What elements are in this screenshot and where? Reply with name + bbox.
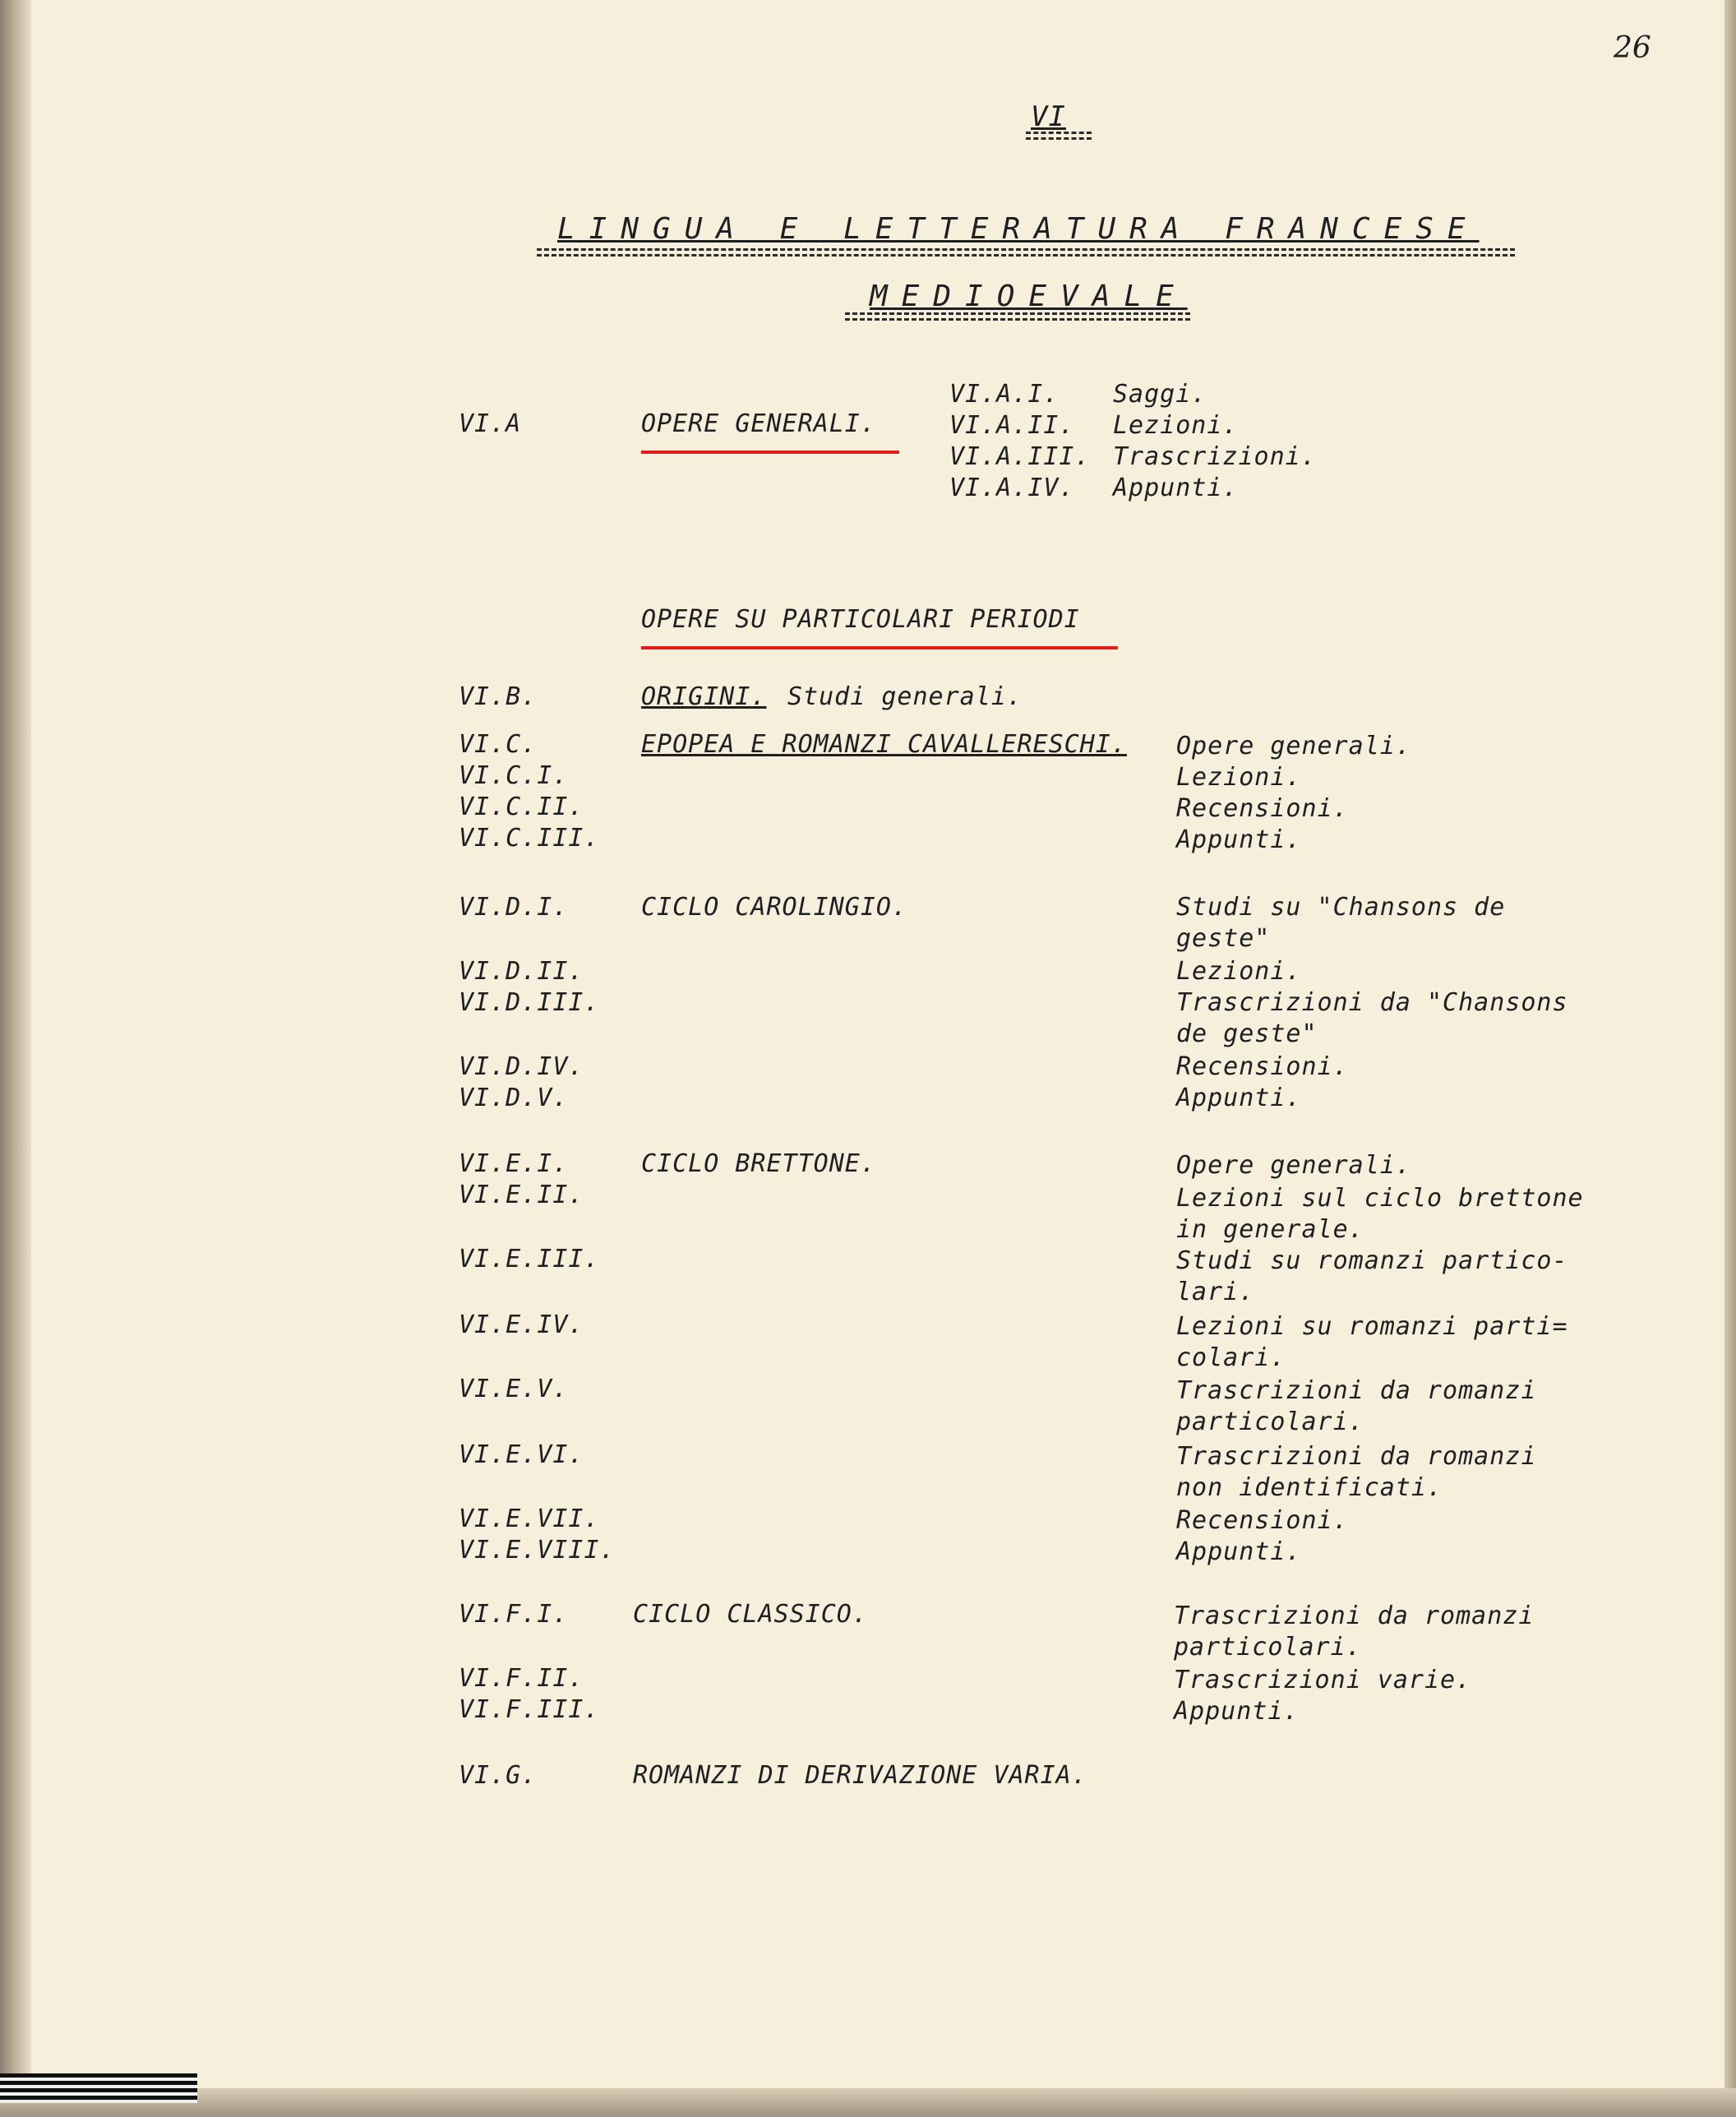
section-numeral-rule xyxy=(1026,132,1092,140)
entry-code: VI.C.III. xyxy=(459,824,600,853)
entry-text: Lezioni sul ciclo brettone xyxy=(1176,1184,1584,1213)
entry-text: Appunti. xyxy=(1176,825,1302,854)
entry-code: VI.D.III. xyxy=(459,988,600,1017)
entry-heading: CICLO CLASSICO. xyxy=(633,1600,868,1629)
part-a-item-code: VI.A.IV. xyxy=(949,474,1075,502)
entry-text: particolari. xyxy=(1174,1633,1362,1662)
book-spine xyxy=(0,0,31,2117)
entry-code: VI.D.II. xyxy=(459,957,584,986)
part-a-item-code: VI.A.II. xyxy=(949,411,1075,440)
title-line-2-rule xyxy=(845,312,1190,321)
entry-text: Trascrizioni da "Chansons xyxy=(1176,988,1568,1017)
entry-code: VI.E.IV. xyxy=(459,1310,584,1339)
entry-text: Appunti. xyxy=(1174,1697,1300,1726)
part-a-red-underline xyxy=(641,451,899,454)
entry-heading: EPOPEA E ROMANZI CAVALLERESCHI. xyxy=(641,730,1127,759)
entry-code: VI.E.I. xyxy=(459,1149,569,1178)
document-page xyxy=(31,0,1724,2088)
entry-text: lari. xyxy=(1176,1278,1255,1306)
page-number: 26 xyxy=(1614,31,1651,65)
entry-heading: ROMANZI DI DERIVAZIONE VARIA. xyxy=(633,1761,1087,1790)
page-edge-right xyxy=(1724,0,1736,2117)
entry-code: VI.B. xyxy=(459,682,538,711)
title-line-1: LINGUA E LETTERATURA FRANCESE xyxy=(557,212,1480,246)
scanner-calibration-bar xyxy=(0,2073,197,2103)
entry-text: Appunti. xyxy=(1176,1537,1302,1566)
entry-text: Trascrizioni da romanzi xyxy=(1176,1442,1537,1471)
entry-code: VI.E.V. xyxy=(459,1375,569,1403)
page-edge-bottom xyxy=(0,2088,1736,2117)
entry-text: Recensioni. xyxy=(1176,794,1349,823)
entry-text: Studi su romanzi partico- xyxy=(1176,1246,1568,1275)
entry-code: VI.D.IV. xyxy=(459,1052,584,1081)
part-a-item-label: Trascrizioni. xyxy=(1113,442,1317,471)
entry-text: Appunti. xyxy=(1176,1084,1302,1112)
part-a-item-label: Saggi. xyxy=(1113,380,1207,409)
entry-text: de geste" xyxy=(1176,1019,1318,1048)
title-line-1-rule xyxy=(537,248,1515,257)
part-a-item-label: Appunti. xyxy=(1113,474,1239,502)
part-a-heading: OPERE GENERALI. xyxy=(641,409,876,438)
entry-text: Recensioni. xyxy=(1176,1506,1349,1535)
entry-code: VI.E.VII. xyxy=(459,1505,600,1533)
entry-text: Opere generali. xyxy=(1176,732,1411,760)
entry-code: VI.C. xyxy=(459,730,538,759)
entry-text: non identificati. xyxy=(1176,1473,1443,1502)
entry-heading: ORIGINI. xyxy=(641,682,767,711)
entry-heading: CICLO CAROLINGIO. xyxy=(641,893,908,922)
entry-code: VI.F.II. xyxy=(459,1664,584,1693)
entry-text: Lezioni. xyxy=(1176,763,1302,792)
entry-code: VI.E.VIII. xyxy=(459,1536,616,1565)
entry-code: VI.F.I. xyxy=(459,1600,569,1629)
entry-text: Lezioni su romanzi parti= xyxy=(1176,1312,1568,1341)
entry-code: VI.C.II. xyxy=(459,793,584,821)
entry-code: VI.D.I. xyxy=(459,893,569,922)
entry-text: Opere generali. xyxy=(1176,1151,1411,1180)
section-numeral: VI xyxy=(1031,100,1066,133)
entry-code: VI.G. xyxy=(459,1761,538,1790)
periods-heading: OPERE SU PARTICOLARI PERIODI xyxy=(641,605,1080,634)
entry-text: Studi generali. xyxy=(787,682,1023,711)
entry-text: Trascrizioni varie. xyxy=(1174,1666,1472,1694)
periods-red-underline xyxy=(641,646,1118,649)
entry-code: VI.E.II. xyxy=(459,1181,584,1209)
entry-text: Recensioni. xyxy=(1176,1052,1349,1081)
title-line-2: MEDIOEVALE xyxy=(870,280,1188,313)
entry-heading: CICLO BRETTONE. xyxy=(641,1149,876,1178)
entry-text: Trascrizioni da romanzi xyxy=(1176,1376,1537,1405)
entry-code: VI.E.VI. xyxy=(459,1440,584,1469)
part-a-item-label: Lezioni. xyxy=(1113,411,1239,440)
entry-text: particolari. xyxy=(1176,1407,1364,1436)
entry-code: VI.F.III. xyxy=(459,1695,600,1724)
entry-text: in generale. xyxy=(1176,1215,1364,1244)
entry-text: Studi su "Chansons de xyxy=(1176,893,1506,922)
entry-code: VI.E.III. xyxy=(459,1245,600,1273)
entry-text: colari. xyxy=(1176,1343,1286,1372)
entry-code: VI.C.I. xyxy=(459,761,569,790)
part-a-item-code: VI.A.III. xyxy=(949,442,1091,471)
entry-text: Lezioni. xyxy=(1176,957,1302,986)
part-a-item-code: VI.A.I. xyxy=(949,380,1060,409)
entry-code: VI.D.V. xyxy=(459,1084,569,1112)
entry-text: Trascrizioni da romanzi xyxy=(1174,1602,1535,1630)
entry-text: geste" xyxy=(1176,924,1271,953)
part-a-code: VI.A xyxy=(459,409,522,438)
